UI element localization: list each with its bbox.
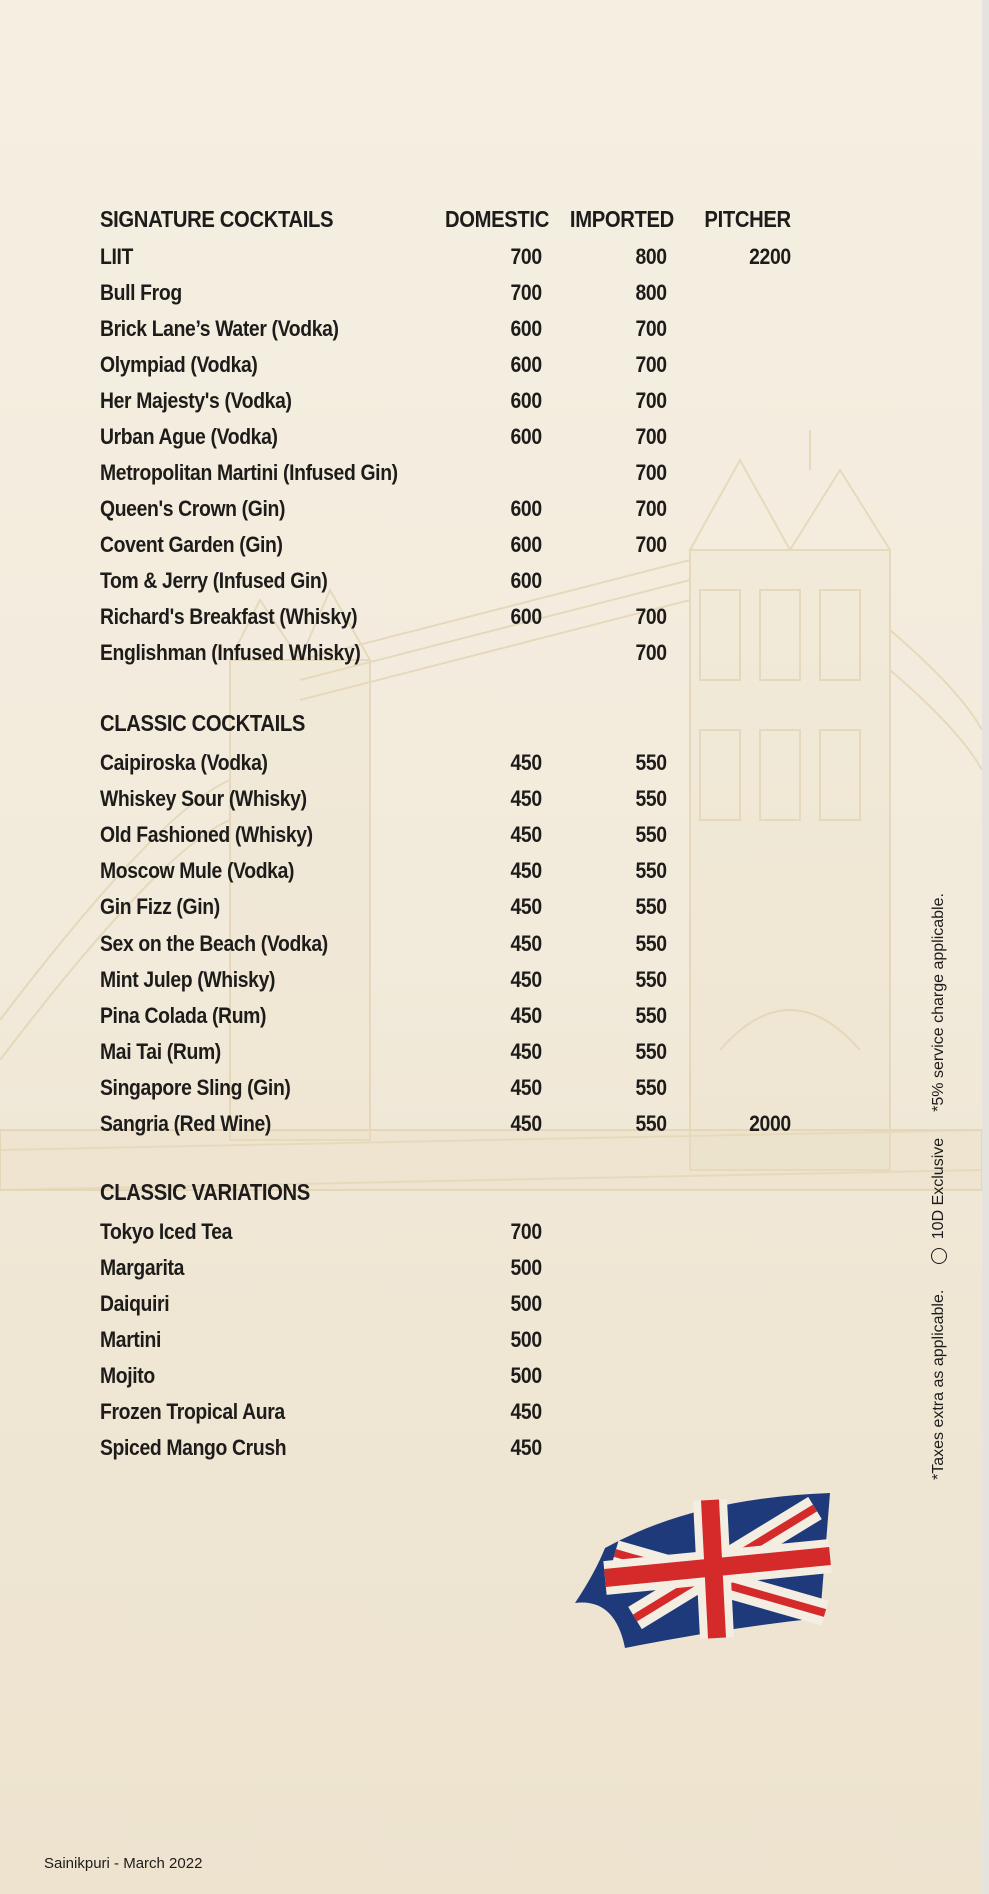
imported-price: 550	[635, 966, 667, 992]
item-name: Moscow Mule (Vodka)	[100, 858, 295, 884]
menu-item-row	[12, 746, 876, 780]
menu-item-row	[12, 420, 876, 454]
domestic-price: 450	[510, 1038, 542, 1064]
taxes-note: *Taxes extra as applicable.	[930, 1289, 947, 1480]
side-notes	[930, 893, 948, 1480]
imported-price: 550	[635, 822, 667, 848]
item-name: Her Majesty's (Vodka)	[100, 388, 292, 413]
menu-item-row	[12, 528, 876, 562]
item-name: Brick Lane’s Water (Vodka)	[100, 316, 339, 341]
imported-price: 800	[635, 280, 667, 305]
imported-price: 700	[635, 316, 667, 341]
menu-item-row	[12, 636, 876, 670]
menu-item-row	[12, 782, 876, 816]
menu-item-row	[12, 963, 876, 997]
domestic-price: 600	[510, 352, 542, 377]
pitcher-price: 2000	[749, 1111, 791, 1136]
domestic-price: 500	[510, 1291, 542, 1316]
item-name: LIIT	[100, 244, 134, 269]
domestic-price: 450	[510, 894, 542, 920]
imported-price: 550	[635, 786, 667, 812]
domestic-price: 600	[510, 568, 542, 593]
item-name: Queen's Crown (Gin)	[100, 496, 286, 521]
item-name: Sangria (Red Wine)	[100, 1111, 271, 1136]
service-note: *5% service charge applicable.	[930, 893, 947, 1112]
classic-header-row	[12, 706, 876, 740]
domestic-price: 500	[510, 1255, 542, 1280]
menu-item-row	[12, 1431, 876, 1465]
domestic-price: 600	[510, 604, 542, 629]
imported-price: 550	[635, 1111, 667, 1136]
exclusive-logo-icon	[931, 1248, 947, 1264]
domestic-price: 500	[510, 1363, 542, 1388]
imported-price: 700	[635, 352, 667, 377]
item-name: Caipiroska (Vodka)	[100, 750, 268, 775]
domestic-price: 450	[510, 822, 542, 848]
domestic-price: 450	[510, 750, 542, 775]
item-name: Metropolitan Martini (Infused Gin)	[100, 460, 398, 485]
menu-item-row	[12, 348, 876, 382]
menu-item-row	[12, 564, 876, 598]
domestic-price: 450	[510, 1435, 542, 1460]
menu-item-row	[12, 1107, 876, 1141]
page-edge	[982, 0, 989, 1894]
item-name: Frozen Tropical Aura	[100, 1399, 285, 1424]
item-name: Urban Ague (Vodka)	[100, 424, 278, 449]
domestic-price: 600	[510, 532, 542, 557]
signature-header-row	[12, 202, 876, 236]
imported-price: 700	[635, 604, 667, 629]
footer-location-date: Sainikpuri - March 2022	[44, 1855, 203, 1872]
domestic-price: 450	[510, 858, 542, 884]
item-name: Martini	[100, 1327, 161, 1352]
domestic-price: 450	[510, 1074, 542, 1100]
variations-header-row	[12, 1175, 876, 1209]
imported-price: 700	[635, 496, 667, 521]
item-name: Sex on the Beach (Vodka)	[100, 930, 328, 956]
menu-item-row	[12, 1215, 876, 1249]
menu-item-row	[12, 927, 876, 961]
menu-item-row	[12, 1035, 876, 1069]
imported-price: 700	[635, 460, 667, 485]
menu-item-row	[12, 1287, 876, 1321]
domestic-price: 700	[510, 1219, 542, 1244]
item-name: Bull Frog	[100, 280, 182, 305]
domestic-price: 450	[510, 786, 542, 812]
menu-item-row	[12, 312, 876, 346]
domestic-price: 600	[510, 424, 542, 449]
imported-price: 700	[635, 640, 667, 665]
domestic-price: 450	[510, 930, 542, 956]
section-title: SIGNATURE COCKTAILS	[100, 205, 334, 232]
domestic-price: 700	[510, 244, 542, 269]
menu-item-row	[12, 1323, 876, 1357]
union-jack-flag	[575, 1478, 840, 1653]
item-name: Covent Garden (Gin)	[100, 532, 283, 557]
menu-item-row	[12, 492, 876, 526]
pitcher-price: 2200	[749, 244, 791, 269]
domestic-price: 450	[510, 1002, 542, 1028]
imported-header: IMPORTED	[569, 205, 674, 232]
domestic-price: 600	[510, 388, 542, 413]
menu-item-row	[12, 818, 876, 852]
exclusive-note: 10D Exclusive	[930, 1138, 948, 1264]
item-name: Mint Julep (Whisky)	[100, 966, 276, 992]
menu-item-row	[12, 600, 876, 634]
item-name: Singapore Sling (Gin)	[100, 1074, 291, 1100]
item-name: Richard's Breakfast (Whisky)	[100, 604, 358, 629]
imported-price: 700	[635, 532, 667, 557]
menu-item-row	[12, 1395, 876, 1429]
item-name: Daiquiri	[100, 1291, 170, 1316]
imported-price: 550	[635, 750, 667, 775]
imported-price: 550	[635, 1038, 667, 1064]
imported-price: 550	[635, 858, 667, 884]
domestic-price: 500	[510, 1327, 542, 1352]
item-name: Mojito	[100, 1363, 155, 1388]
item-name: Pina Colada (Rum)	[100, 1002, 267, 1028]
menu-item-row	[12, 890, 876, 924]
domestic-price: 700	[510, 280, 542, 305]
domestic-price: 600	[510, 316, 542, 341]
domestic-price: 450	[510, 1111, 542, 1136]
menu-item-row	[12, 1251, 876, 1285]
domestic-header: DOMESTIC	[444, 205, 549, 232]
item-name: Spiced Mango Crush	[100, 1435, 287, 1460]
menu-item-row	[12, 276, 876, 310]
item-name: Olympiad (Vodka)	[100, 352, 258, 377]
menu-item-row	[12, 240, 876, 274]
domestic-price: 600	[510, 496, 542, 521]
menu-item-row	[12, 1071, 876, 1105]
menu-item-row	[12, 854, 876, 888]
item-name: Margarita	[100, 1255, 184, 1280]
domestic-price: 450	[510, 966, 542, 992]
menu-item-row	[12, 384, 876, 418]
menu-item-row	[12, 456, 876, 490]
imported-price: 700	[635, 388, 667, 413]
imported-price: 550	[635, 1074, 667, 1100]
section-title: CLASSIC COCKTAILS	[100, 709, 306, 736]
imported-price: 550	[635, 894, 667, 920]
menu-item-row	[12, 999, 876, 1033]
section-title: CLASSIC VARIATIONS	[100, 1178, 310, 1205]
item-name: Tom & Jerry (Infused Gin)	[100, 568, 328, 593]
item-name: Whiskey Sour (Whisky)	[100, 786, 307, 812]
item-name: Tokyo Iced Tea	[100, 1219, 233, 1244]
imported-price: 550	[635, 1002, 667, 1028]
item-name: Englishman (Infused Whisky)	[100, 640, 361, 665]
domestic-price: 450	[510, 1399, 542, 1424]
imported-price: 550	[635, 930, 667, 956]
item-name: Mai Tai (Rum)	[100, 1038, 221, 1064]
item-name: Gin Fizz (Gin)	[100, 894, 220, 920]
pitcher-header: PITCHER	[704, 205, 791, 232]
menu-item-row	[12, 1359, 876, 1393]
imported-price: 700	[635, 424, 667, 449]
item-name: Old Fashioned (Whisky)	[100, 822, 313, 848]
imported-price: 800	[635, 244, 667, 269]
